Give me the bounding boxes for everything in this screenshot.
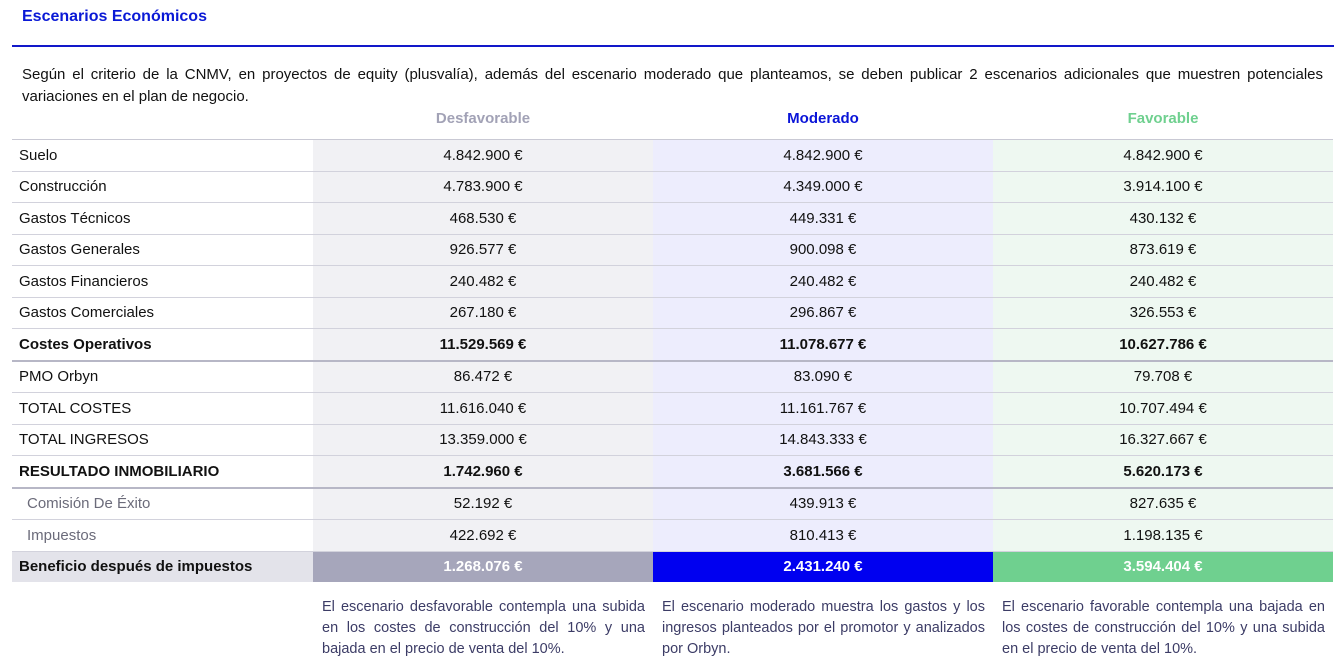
row-label-total-ingresos: TOTAL INGRESOS — [12, 424, 313, 456]
value-moderado: 14.843.333 € — [653, 424, 993, 456]
column-header-favorable: Favorable — [1127, 110, 1199, 127]
value-favorable: 873.619 € — [993, 234, 1333, 266]
row-label-gastos-financieros: Gastos Financieros — [12, 266, 313, 298]
table-row-total — [12, 551, 1333, 582]
value-moderado: 4.349.000 € — [653, 171, 993, 203]
value-desfavorable: 422.692 € — [313, 520, 653, 552]
row-label-gastos-tecnicos: Gastos Técnicos — [12, 203, 313, 235]
value-favorable: 326.553 € — [993, 297, 1333, 329]
value-moderado: 11.078.677 € — [653, 329, 993, 361]
table-row — [12, 297, 1333, 329]
table-row — [12, 520, 1333, 552]
value-favorable: 5.620.173 € — [993, 456, 1333, 488]
column-header-moderado: Moderado — [787, 110, 859, 127]
table-row — [12, 424, 1333, 456]
row-label-costes-operativos: Costes Operativos — [12, 329, 313, 361]
table-row — [12, 171, 1333, 203]
row-label-beneficio: Beneficio después de impuestos — [12, 551, 313, 582]
value-favorable: 10.627.786 € — [993, 329, 1333, 361]
table-row — [12, 393, 1333, 425]
value-moderado: 4.842.900 € — [653, 140, 993, 172]
title-divider — [12, 45, 1334, 47]
value-moderado: 2.431.240 € — [653, 551, 993, 582]
note-favorable: El escenario favorable contempla una bajada en los costes de construcción del 10% y una subida en el precio de venta del 10%. — [1002, 599, 1325, 657]
table-row — [12, 361, 1333, 393]
table-row — [12, 266, 1333, 298]
value-desfavorable: 4.842.900 € — [313, 140, 653, 172]
value-moderado: 296.867 € — [653, 297, 993, 329]
intro-paragraph: Según el criterio de la CNMV, en proyectos de equity (plusvalía), además del escenario moderado que planteamos, se deben publicar 2 escenarios adicionales que muestren potenciales variaciones en el plan de negocio. — [22, 66, 1323, 105]
page-title: Escenarios Económicos — [22, 8, 207, 25]
note-desfavorable: El escenario desfavorable contempla una subida en los costes de construcción del 10% y una bajada en el precio de venta del 10%. — [322, 599, 645, 657]
value-favorable: 79.708 € — [993, 361, 1333, 393]
row-label-gastos-generales: Gastos Generales — [12, 234, 313, 266]
value-desfavorable: 13.359.000 € — [313, 424, 653, 456]
value-desfavorable: 52.192 € — [313, 488, 653, 520]
value-desfavorable: 4.783.900 € — [313, 171, 653, 203]
value-favorable: 430.132 € — [993, 203, 1333, 235]
value-moderado: 11.161.767 € — [653, 393, 993, 425]
value-moderado: 83.090 € — [653, 361, 993, 393]
row-label-impuestos: Impuestos — [12, 520, 313, 552]
table-row — [12, 456, 1333, 488]
value-moderado: 3.681.566 € — [653, 456, 993, 488]
value-moderado: 900.098 € — [653, 234, 993, 266]
value-moderado: 240.482 € — [653, 266, 993, 298]
value-desfavorable: 267.180 € — [313, 297, 653, 329]
value-favorable: 3.914.100 € — [993, 171, 1333, 203]
value-desfavorable: 468.530 € — [313, 203, 653, 235]
value-moderado: 439.913 € — [653, 488, 993, 520]
table-row — [12, 140, 1333, 172]
row-label-construccion: Construcción — [12, 171, 313, 203]
value-favorable: 827.635 € — [993, 488, 1333, 520]
value-favorable: 10.707.494 € — [993, 393, 1333, 425]
value-favorable: 1.198.135 € — [993, 520, 1333, 552]
row-label-gastos-comerciales: Gastos Comerciales — [12, 297, 313, 329]
row-label-pmo-orbyn: PMO Orbyn — [12, 361, 313, 393]
value-desfavorable: 1.268.076 € — [313, 551, 653, 582]
value-favorable: 3.594.404 € — [993, 551, 1333, 582]
row-label-comision-exito: Comisión De Éxito — [12, 488, 313, 520]
value-desfavorable: 1.742.960 € — [313, 456, 653, 488]
table-row — [12, 234, 1333, 266]
value-desfavorable: 240.482 € — [313, 266, 653, 298]
value-favorable: 4.842.900 € — [993, 140, 1333, 172]
value-favorable: 240.482 € — [993, 266, 1333, 298]
value-desfavorable: 11.616.040 € — [313, 393, 653, 425]
value-desfavorable: 926.577 € — [313, 234, 653, 266]
value-desfavorable: 11.529.569 € — [313, 329, 653, 361]
column-header-desfavorable: Desfavorable — [435, 110, 531, 127]
row-label-total-costes: TOTAL COSTES — [12, 393, 313, 425]
table-row — [12, 488, 1333, 520]
scenarios-table — [12, 139, 1333, 582]
value-moderado: 449.331 € — [653, 203, 993, 235]
value-moderado: 810.413 € — [653, 520, 993, 552]
note-moderado: El escenario moderado muestra los gastos y los ingresos planteados por el promotor y analizados por Orbyn. — [662, 599, 985, 657]
row-label-resultado-inmobiliario: RESULTADO INMOBILIARIO — [12, 456, 313, 488]
value-desfavorable: 86.472 € — [313, 361, 653, 393]
row-label-suelo: Suelo — [12, 140, 313, 172]
table-row — [12, 329, 1333, 361]
table-row — [12, 203, 1333, 235]
value-favorable: 16.327.667 € — [993, 424, 1333, 456]
